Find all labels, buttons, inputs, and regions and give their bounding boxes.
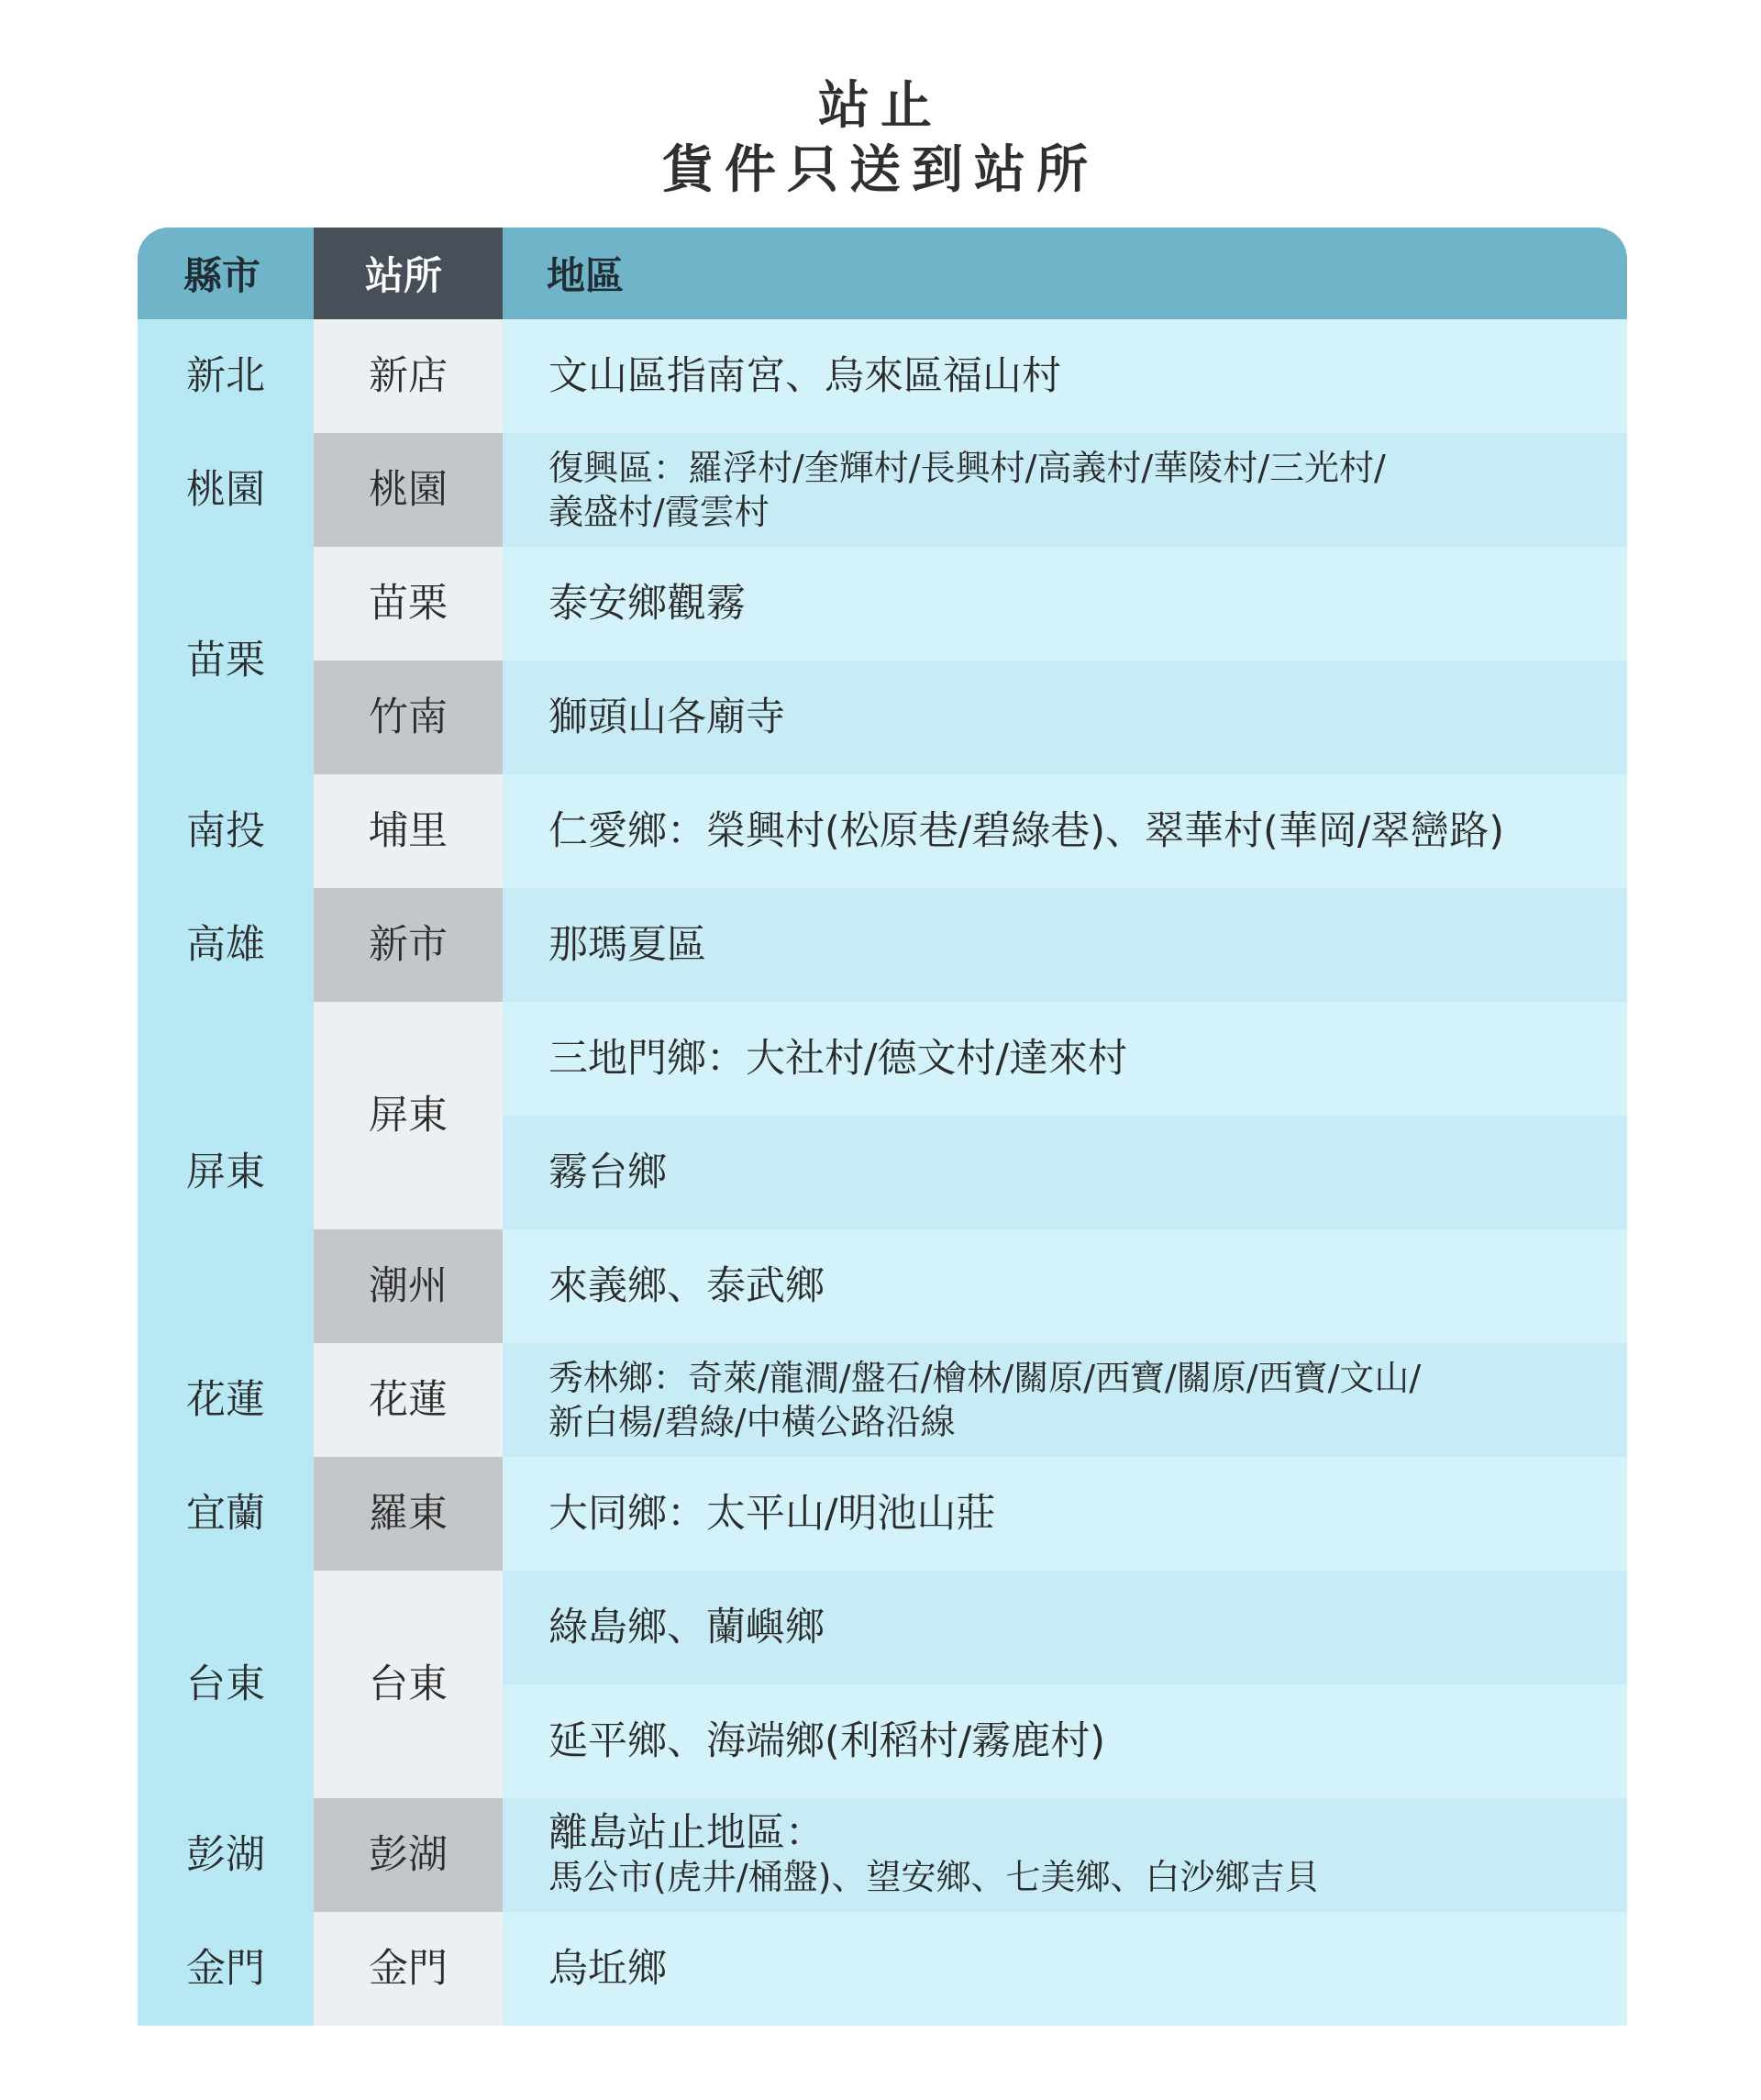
station-table [138, 228, 1627, 2026]
area-cell [503, 1343, 1627, 1457]
area-cell: 大同鄉：太平山/明池山莊 [503, 1457, 1627, 1571]
station-cell: 金門 [314, 1912, 503, 2026]
table-row [138, 1571, 1627, 1684]
station-cell: 埔里 [314, 774, 503, 888]
title-line-1: 站止 [818, 76, 943, 136]
county-cell: 新北 [138, 319, 314, 433]
station-cell: 台東 [314, 1571, 503, 1798]
county-cell: 彭湖 [138, 1798, 314, 1912]
area-line: 馬公市(虎井/桶盤)、望安鄉、七美鄉、白沙鄉吉貝 [548, 1857, 1320, 1897]
area-cell: 文山區指南宮、烏來區福山村 [503, 319, 1627, 433]
station-cell: 新店 [314, 319, 503, 433]
county-cell: 金門 [138, 1912, 314, 2026]
table-row [138, 1002, 1627, 1116]
table-row [138, 888, 1627, 1002]
table-row [138, 1343, 1627, 1457]
county-cell: 屏東 [138, 1002, 314, 1343]
area-cell: 泰安鄉觀霧 [503, 547, 1627, 661]
header-station: 站所 [314, 228, 503, 319]
station-cell: 花蓮 [314, 1343, 503, 1457]
county-cell: 桃園 [138, 433, 314, 547]
area-cell: 那瑪夏區 [503, 888, 1627, 1002]
area-line: 秀林鄉：奇萊/龍澗/盤石/檜林/關原/西寶/關原/西寶/文山/ [548, 1358, 1422, 1398]
county-cell: 南投 [138, 774, 314, 888]
station-cell: 羅東 [314, 1457, 503, 1571]
station-cell: 新市 [314, 888, 503, 1002]
station-cell: 彭湖 [314, 1798, 503, 1912]
area-cell: 來義鄉、泰武鄉 [503, 1229, 1627, 1343]
table-row [138, 1229, 1627, 1343]
area-cell: 三地門鄉：大社村/德文村/達來村 [503, 1002, 1627, 1116]
table-row [138, 1798, 1627, 1912]
county-cell: 花蓮 [138, 1343, 314, 1457]
area-cell: 霧台鄉 [503, 1116, 1627, 1229]
table-row [138, 319, 1627, 433]
table-row [138, 1457, 1627, 1571]
station-cell: 桃園 [314, 433, 503, 547]
table-row [138, 774, 1627, 888]
area-line: 復興區：羅浮村/奎輝村/長興村/高義村/華陵村/三光村/ [548, 448, 1386, 488]
table-row [138, 433, 1627, 547]
area-cell [503, 433, 1627, 547]
county-cell: 高雄 [138, 888, 314, 1002]
area-line: 離島站止地區： [548, 1810, 825, 1856]
table-header-row [138, 228, 1627, 319]
county-cell: 苗栗 [138, 547, 314, 774]
county-cell: 宜蘭 [138, 1457, 314, 1571]
area-cell: 綠島鄉、蘭嶼鄉 [503, 1571, 1627, 1684]
area-cell: 獅頭山各廟寺 [503, 661, 1627, 774]
area-cell: 仁愛鄉：榮興村(松原巷/碧綠巷)、翠華村(華岡/翠巒路) [503, 774, 1627, 888]
county-cell: 台東 [138, 1571, 314, 1798]
station-cell: 竹南 [314, 661, 503, 774]
table-row [138, 661, 1627, 774]
header-area: 地區 [503, 228, 1627, 319]
table-row [138, 547, 1627, 661]
title-line-2: 貨件只送到站所 [662, 140, 1099, 200]
area-cell [503, 1798, 1627, 1912]
area-line: 新白楊/碧綠/中橫公路沿線 [548, 1402, 956, 1442]
area-cell: 延平鄉、海端鄉(利稻村/霧鹿村) [503, 1684, 1627, 1798]
table-row [138, 1912, 1627, 2026]
station-cell: 苗栗 [314, 547, 503, 661]
header-county: 縣市 [138, 228, 314, 319]
area-line: 義盛村/霞雲村 [548, 492, 770, 532]
area-cell: 烏坵鄉 [503, 1912, 1627, 2026]
station-cell: 屏東 [314, 1002, 503, 1229]
station-cell: 潮州 [314, 1229, 503, 1343]
